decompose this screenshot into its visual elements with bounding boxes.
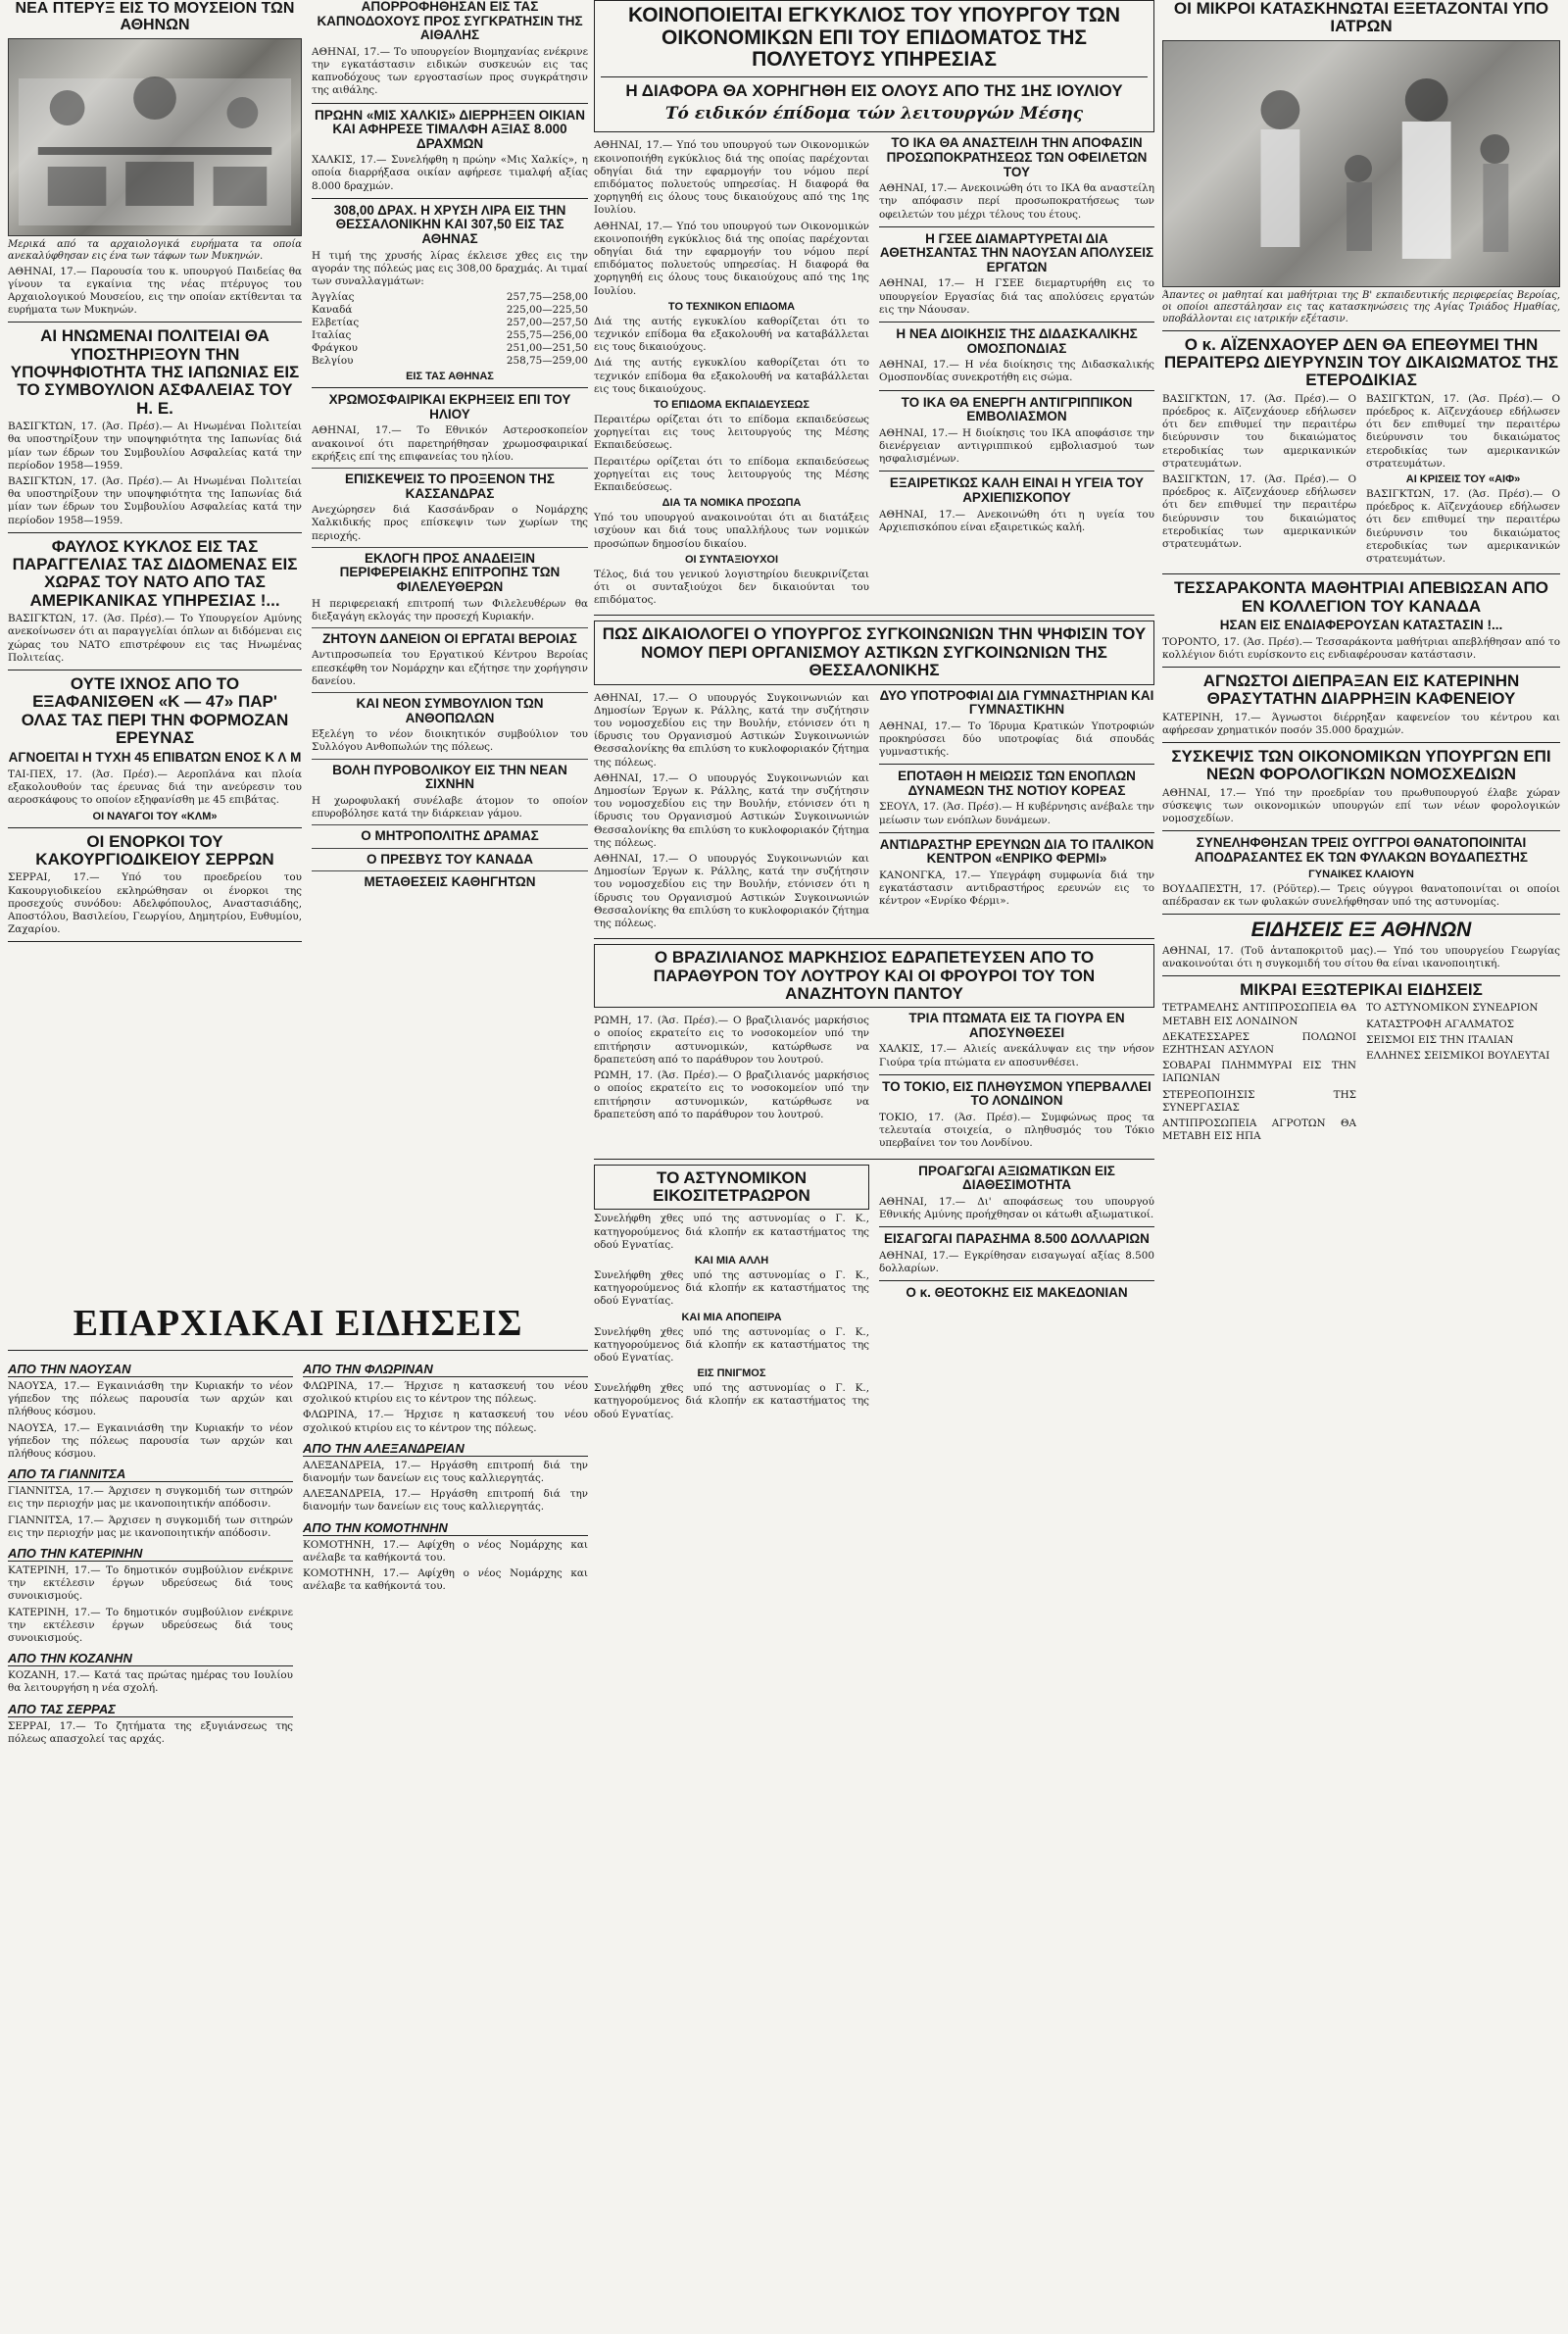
fermi-headline: ΑΝΤΙΔΡΑΣΤΗΡ ΕΡΕΥΝΩΝ ΔΙΑ ΤΟ ΙΤΑΛΙΚΟΝ ΚΕΝΤΡΟΝ «ΕΝΡΙΚΟ ΦΕΡΜΙ» — [879, 836, 1154, 867]
foreign-headline: ΜΙΚΡΑΙ ΕΞΩΤΕΡΙΚΑΙ ΕΙΔΗΣΕΙΣ — [1240, 980, 1483, 1000]
provincial-left — [8, 1356, 293, 1749]
hungary-body: ΒΟΥΔΑΠΕΣΤΗ, 17. (Ρόϋτερ).— Τρεις ούγγροι θανατοποινίται οι οποίοι απέδρασαν εκ των φυλακών συνελήφθησαν υπό της αστυνομίας. — [1162, 882, 1560, 908]
technical-body: Διά της αυτής εγκυκλίου καθορίζεται ότι το τεχνικόν επίδομα θα εξακολουθή να καταβάλλεται εις τους δικαιούχους. — [594, 357, 869, 395]
transfers-headline: ΜΕΤΑΘΕΣΕΙΣ ΚΑΘΗΓΗΤΩΝ — [364, 874, 536, 890]
section-text: ΝΑΟΥΣΑ, 17.— Εγκαινιάσθη την Κυριακήν το νέον γήπεδον της πόλεως παρουσία των αρχών και πλήθους κόσμου. — [8, 1421, 293, 1461]
transport-story — [594, 621, 1154, 684]
klm-label: ΟΙ ΝΑΥΑΓΟΙ ΤΟΥ «ΚΛΜ» — [92, 810, 218, 822]
section-text: ΚΟΜΟΤΗΝΗ, 17.— Αφίχθη ο νέος Νομάρχης και ανέλαβε τα καθήκοντά του. — [303, 1567, 588, 1593]
fermi-body: ΚΑΝΟΝΓΚΑ, 17.— Υπεγράφη συμφωνία διά την εγκατάστασιν αντιδραστήρος ερευνών εις το κέντρον «Ενρίκο Φέρμι». — [879, 869, 1154, 908]
center-right — [879, 136, 1154, 610]
center-column — [594, 0, 1154, 1424]
technical-body: Διά της αυτής εγκυκλίου καθορίζεται ότι το τεχνικόν επίδομα θα εξακολουθή να καταβάλλεται εις τους δικαιούχους. — [594, 315, 869, 354]
foreign-item: ΔΕΚΑΤΕΣΣΑΡΕΣ ΠΟΛΩΝΟΙ ΕΖΗΤΗΣΑΝ ΑΣΥΛΟΝ — [1162, 1030, 1356, 1056]
nato-headline: ΦΑΥΛΟΣ ΚΥΚΛΟΣ ΕΙΣ ΤΑΣ ΠΑΡΑΓΓΕΛΙΑΣ ΤΑΣ ΔΙΔΟΜΕΝΑΣ ΕΙΣ ΧΩΡΑΣ ΤΟΥ ΝΑΤΟ ΑΠΟ ΤΑΣ ΑΜΕΡΙΚΑΝΙΚΑΣ ΥΠΗΡΕΣΙΑΣ !... — [12, 536, 298, 610]
sun-headline: ΧΡΩΜΟΣΦΑΙΡΙΚΑΙ ΕΚΡΗΞΕΙΣ ΕΠΙ ΤΟΥ ΗΛΙΟΥ — [328, 392, 571, 422]
legal-body: Υπό του υπουργού ανακοινούται ότι αι διατάξεις ισχύουν και διά τους υπαλλήλους των νομικών προσώπων δημοσίου δικαίου. — [594, 512, 869, 550]
theotokis-headline: Ο κ. ΘΕΟΤΟΚΗΣ ΕΙΣ ΜΑΚΕΔΟΝΙΑΝ — [906, 1285, 1128, 1301]
provincial-section — [303, 1441, 588, 1515]
foreign-item: ΣΤΕΡΕΟΠΟΙΗΣΙΣ ΤΗΣ ΣΥΝΕΡΓΑΣΙΑΣ — [1162, 1088, 1356, 1114]
foreign-item: ΣΟΒΑΡΑΙ ΠΛΗΜΜΥΡΑΙ ΕΙΣ ΤΗΝ ΙΑΠΩΝΙΑΝ — [1162, 1060, 1356, 1085]
column-2 — [312, 0, 588, 1284]
section-text: ΑΛΕΞΑΝΔΡΕΙΑ, 17.— Ηργάσθη επιτροπή διά την διανομήν των δανείων εις τους καλλιεργητάς. — [303, 1488, 588, 1514]
foreign-item: ΤΕΤΡΑΜΕΛΗΣ ΑΝΤΙΠΡΟΣΩΠΕΙΑ ΘΑ ΜΕΤΑΒΗ ΕΙΣ ΛΟΝΔΙΝΟΝ — [1162, 1002, 1356, 1027]
provincial-section — [8, 1651, 293, 1695]
section-label: ΑΠΟ ΤΑΣ ΣΕΡΡΑΣ — [8, 1702, 293, 1717]
section-text: ΚΑΤΕΡΙΝΗ, 17.— Το δημοτικόν συμβούλιον ενέκρινε την εκτέλεσιν έργων υδρεύσεως διά τους συνοικισμούς. — [8, 1564, 293, 1603]
elections-body: Η περιφερειακή επιτροπή των Φιλελευθέρων θα διεξαγάγη εκλογάς την προσεχή Κυριακήν. — [312, 597, 588, 622]
provincial-section — [8, 1466, 293, 1540]
foreign-item: ΚΑΤΑΣΤΡΟΦΗ ΑΓΑΛΜΑΤΟΣ — [1366, 1018, 1515, 1030]
kassandra-body: Ανεχώρησεν διά Κασσάνδραν ο Νομάρχης Χαλκιδικής προς επίσκεψιν των χωρίων της περιοχής. — [312, 504, 588, 542]
rate-row: Ιταλίας 255,75—256,00 — [312, 329, 588, 342]
section-label: ΑΠΟ ΤΗΝ ΝΑΟΥΣΑΝ — [8, 1362, 293, 1377]
rate-row: Ελβετίας 257,00—257,50 — [312, 317, 588, 329]
athens-headline: ΕΙΔΗΣΕΙΣ ΕΞ ΑΘΗΝΩΝ — [1250, 918, 1472, 941]
polio-body: ΑΘΗΝΑΙ, 17.— Η διοίκησις του ΙΚΑ αποφάσισε την διενέργειαν αντιγριππικού εμβολιασμού των ησφαλισμένων. — [879, 426, 1154, 466]
katerini-headline: ΑΓΝΩΣΤΟΙ ΔΙΕΠΡΑΞΑΝ ΕΙΣ ΚΑΤΕΡΙΝΗΝ ΘΡΑΣΥΤΑΤΗΝ ΔΙΑΡΡΗΞΙΝ ΚΑΦΕΝΕΙΟΥ — [1202, 670, 1520, 709]
eisenhower-headline: Ο κ. ΑΪΖΕΝΧΑΟΥΕΡ ΔΕΝ ΘΑ ΕΠΕΘΥΜΕΙ ΤΗΝ ΠΕΡΑΙΤΕΡΩ ΔΙΕΥΡΥΝΣΙΝ ΤΟΥ ΔΙΚΑΙΩΜΑΤΟΣ ΤΗΣ ΕΤΕΡΟΔΙΚΙΑΣ — [1163, 334, 1559, 390]
officers-body: ΑΘΗΝΑΙ, 17.— Δι' αποφάσεως του υπουργού Εθνικής Αμύνης προήχθησαν οι κάτωθι αξιωματικοί. — [879, 1195, 1154, 1220]
teachers-body: ΑΘΗΝΑΙ, 17.— Η νέα διοίκησις της Διδασκαλικής Ομοσπονδίας συνεκροτήθη εις σώμα. — [879, 359, 1154, 384]
veria-body: Αντιπροσωπεία του Εργατικού Κέντρου Βεροίας επεσκέφθη τον Νομάρχην και εζήτησε την χορήγησιν δανείου. — [312, 649, 588, 687]
section-text: ΓΙΑΝΝΙΤΣΑ, 17.— Άρχισεν η συγκομιδή των σιτηρών εις την περιοχήν μας με ικανοποιητικήν απόδοσιν. — [8, 1485, 293, 1511]
serres-headline: ΟΙ ΕΝΟΡΚΟΙ ΤΟΥ ΚΑΚΟΥΡΓΙΟΔΙΚΕΙΟΥ ΣΕΡΡΩΝ — [35, 831, 274, 869]
police-body: Συνελήφθη χθες υπό της αστυνομίας ο Γ. Κ., κατηγορούμενος διά κλοπήν εκ καταστήματος της οδού Εγνατίας. — [594, 1325, 869, 1364]
eisenhower-label: ΑΙ ΚΡΙΣΕΙΣ ΤΟΥ «ΑΙΦ» — [1405, 473, 1521, 486]
foreign-item: ΣΕΙΣΜΟΙ ΕΙΣ ΤΗΝ ΙΤΑΛΙΑΝ — [1366, 1033, 1514, 1046]
transport-right — [879, 689, 1154, 934]
education-body: Περαιτέρω ορίζεται ότι το επίδομα εκπαιδεύσεως χορηγείται εις τους λειτουργούς της Μέσης Εκπαιδεύσεως. — [594, 414, 869, 452]
section-label: ΑΠΟ ΤΗΝ ΚΟΖΑΝΗΝ — [8, 1651, 293, 1666]
ministers-headline: ΣΥΣΚΕΨΙΣ ΤΩΝ ΟΙΚΟΝΟΜΙΚΩΝ ΥΠΟΥΡΓΩΝ ΕΠΙ ΝΕΩΝ ΦΟΡΟΛΟΓΙΚΩΝ ΝΟΜΟΣΧΕΔΙΩΝ — [1171, 747, 1551, 784]
hungary-headline: ΣΥΝΕΛΗΦΘΗΣΑΝ ΤΡΕΙΣ ΟΥΓΓΡΟΙ ΘΑΝΑΤΟΠΟΙΝΙΤΑΙ ΑΠΟΔΡΑΣΑΝΤΕΣ ΕΚ ΤΩΝ ΦΥΛΑΚΩΝ ΒΟΥΔΑΠΕΣΤΗΣ — [1195, 835, 1528, 865]
serres-body: ΣΕΡΡΑΙ, 17.— Υπό του προεδρείου του Κακουργιοδικείου εκληρώθησαν οι ένορκοι της προσεχούς συνόδου: Αδελφόπουλος, Αναστασιάδης, Αποστόλου, Βασιλείου, Γεωργίου, Δημητρίου, Ευθυμίου, Ζαχαρίου. — [8, 871, 302, 936]
provincial-section — [8, 1702, 293, 1746]
consul-headline: Ο ΠΡΕΣΒΥΣ ΤΟΥ ΚΑΝΑΔΑ — [366, 851, 534, 867]
klm-body: ΤΑΙ-ΠΕΧ, 17. (Άσ. Πρέσ).— Αεροπλάνα και πλοία εξακολουθούν τας έρευνας διά την ανεύρεσιν του αεροσκάφους το οποίον εξηφανίσθη με 45 επιβάτας. — [8, 769, 302, 807]
dollars-headline: ΕΙΣΑΓΩΓΑΙ ΠΑΡΑΣΗΜΑ 8.500 ΔΟΛΛΑΡΙΩΝ — [884, 1231, 1150, 1247]
provincial-section — [8, 1362, 293, 1461]
transport-left — [594, 689, 869, 934]
main-story — [594, 0, 1154, 132]
tobacco-body: ΑΘΗΝΑΙ, 17.— Το υπουργείον Βιομηχανίας ενέκρινε την εγκατάστασιν ειδικών συσκευών εις τας καπνοδόχους των εργοστασίων προς συγκράτησιν της αιθάλης. — [312, 45, 588, 97]
ika-body: ΑΘΗΝΑΙ, 17.— Ανεκοινώθη ότι το ΙΚΑ θα αναστείλη την απόφασιν περί προσωποκρατήσεως των οφειλετών του μέχρι τέλους του έτους. — [879, 182, 1154, 221]
shooting-body: Η χωροφυλακή συνέλαβε άτομον το οποίον επυροβόλησε κατά την διάρκειαν γάμου. — [312, 794, 588, 820]
katerini-body: ΚΑΤΕΡΙΝΗ, 17.— Άγνωστοι διέρρηξαν καφενείον του κέντρου και αφήρεσαν χρηματικόν ποσόν 35.000 δραχμών. — [1162, 711, 1560, 736]
main-body: ΑΘΗΝΑΙ, 17.— Υπό του υπουργού των Οικονομικών εκοινοποιήθη εγκύκλιος διά της οποίας παρέχονται οδηγίαι διά την εφαρμογήν του νόμου περί επιδόματος πολυετούς υπηρεσίας. Η διαφορά θα χορηγηθή εις όλους τους δικαιούχους από της 1ης Ιουλίου. — [594, 139, 869, 217]
korea-headline: ΕΠΟΤΑΘΗ Η ΜΕΙΩΣΙΣ ΤΩΝ ΕΝΟΠΛΩΝ ΔΥΝΑΜΕΩΝ ΤΗΣ ΝΟΤΙΟΥ ΚΟΡΕΑΣ — [898, 769, 1136, 798]
police-body: Συνελήφθη χθες υπό της αστυνομίας ο Γ. Κ., κατηγορούμενος διά κλοπήν εκ καταστήματος της οδού Εγνατίας. — [594, 1213, 869, 1251]
rate-row: Άγγλίας 257,75—258,00 — [312, 291, 588, 304]
main-body: ΑΘΗΝΑΙ, 17.— Υπό του υπουργού των Οικονομικών εκοινοποιήθη εγκύκλιος διά της οποίας παρέχονται οδηγίαι διά την εφαρμογήν του νόμου περί επιδόματος πολυετούς υπηρεσίας. Η διαφορά θα χορηγηθή εις όλους τους δικαιούχους από της 1ης Ιουλίου. — [594, 220, 869, 297]
museum-photo — [8, 38, 302, 236]
eisenhower-body: ΒΑΣΙΓΚΤΩΝ, 17. (Άσ. Πρέσ).— Ο πρόεδρος κ. Αϊζενχάουερ εδήλωσεν ότι δεν επιθυμεί την περαιτέρω διεύρυνσιν του δικαιώματος ετεροδικίας των αμερικανικών στρατευμάτων. — [1366, 488, 1560, 566]
police-headline: ΤΟ ΑΣΤΥΝΟΜΙΚΟΝ ΕΙΚΟΣΙΤΕΤΡΑΩΡΟΝ — [653, 1167, 810, 1205]
police-label: ΚΑΙ ΜΙΑ ΑΠΟΠΕΙΡΑ — [681, 1311, 782, 1323]
elections-headline: ΕΚΛΟΓΗ ΠΡΟΣ ΑΝΑΔΕΙΞΙΝ ΠΕΡΙΦΕΡΕΙΑΚΗΣ ΕΠΙΤΡΟΠΗΣ ΤΩΝ ΦΙΛΕΛΕΥΘΕΡΩΝ — [339, 550, 561, 594]
technical-label: ΤΟ ΤΕΧΝΙΚΟΝ ΕΠΙΔΟΜΑ — [667, 300, 796, 313]
foreign-item: ΑΝΤΙΠΡΟΣΩΠΕΙΑ ΑΓΡΟΤΩΝ ΘΑ ΜΕΤΑΒΗ ΕΙΣ ΗΠΑ — [1162, 1117, 1356, 1143]
doctors-headline: ΟΙ ΜΙΚΡΟΙ ΚΑΤΑΣΚΗΝΩΤΑΙ ΕΞΕΤΑΖΟΝΤΑΙ ΥΠΟ ΙΑΤΡΩΝ — [1173, 0, 1549, 36]
teachers-headline: Η ΝΕΑ ΔΙΟΙΚΗΣΙΣ ΤΗΣ ΔΙΔΑΣΚΑΛΙΚΗΣ ΟΜΟΣΠΟΝΔΙΑΣ — [896, 326, 1138, 356]
japan-body: ΒΑΣΙΓΚΤΩΝ, 17. (Άσ. Πρέσ).— Αι Ηνωμέναι Πολιτείαι θα υποστηρίξουν την υποψηφιότητα της Ιαπωνίας διά μίαν των έδρων του Συμβουλίου Ασφαλείας κατά την περίοδον 1958—1959. — [8, 421, 302, 472]
scholarships-body: ΑΘΗΝΑΙ, 17.— Το Ίδρυμα Κρατικών Υποτροφιών προκηρύσσει δύο υποτροφίας διά σπουδάς γυμναστικής. — [879, 720, 1154, 759]
police-label: ΚΑΙ ΜΙΑ ΑΛΛΗ — [694, 1254, 769, 1266]
transport-body: ΑΘΗΝΑΙ, 17.— Ο υπουργός Συγκοινωνιών και Δημοσίων Έργων κ. Ράλλης, κατά την συζήτησιν του νομοσχεδίου εις την Βουλήν, ετόνισεν ότι η ίδρυσις του Οργανισμού Αστικών Συγκοινωνιών Θεσσαλονίκης θα επιλύση το κυκλοφοριακόν ζήτημα της πόλεως. — [594, 852, 869, 929]
transport-body: ΑΘΗΝΑΙ, 17.— Ο υπουργός Συγκοινωνιών και Δημοσίων Έργων κ. Ράλλης, κατά την συζήτησιν του νομοσχεδίου εις την Βουλήν, ετόνισεν ότι η ίδρυσις του Οργανισμού Αστικών Συγκοινωνιών Θεσσαλονίκης θα επιλύση το κυκλοφοριακόν ζήτημα της πόλεως. — [594, 691, 869, 769]
klm-headline: ΟΥΤΕ ΙΧΝΟΣ ΑΠΟ ΤΟ ΕΞΑΦΑΝΙΣΘΕΝ «Κ — 47» ΠΑΡ' ΟΛΑΣ ΤΑΣ ΠΕΡΙ ΤΗΝ ΦΟΡΜΟΖΑΝ ΕΡΕΥΝΑΣ — [21, 674, 289, 748]
provincial-section — [303, 1362, 588, 1435]
gsee-headline: Η ΓΣΕΕ ΔΙΑΜΑΡΤΥΡΕΤΑΙ ΔΙΑ ΑΘΕΤΗΣΑΝΤΑΣ ΤΗΝ ΝΑΟΥΣΑΝ ΑΠΟΛΥΣΕΙΣ ΕΡΓΑΤΩΝ — [879, 230, 1154, 274]
police-label: ΕΙΣ ΠΝΙΓΜΟΣ — [697, 1367, 766, 1380]
dollars-body: ΑΘΗΝΑΙ, 17.— Εγκρίθησαν εισαγωγαί αξίας 8.500 δολλαρίων. — [879, 1249, 1154, 1274]
section-label: ΑΠΟ ΤΗΝ ΚΟΜΟΤΗΝΗΝ — [303, 1520, 588, 1536]
shooting-headline: ΒΟΛΗ ΠΥΡΟΒΟΛΙΚΟΥ ΕΙΣ ΤΗΝ ΝΕΑΝ ΣΙΧΝΗΝ — [332, 762, 567, 792]
archbishop-body: ΑΘΗΝΑΙ, 17.— Ανεκοινώθη ότι η υγεία του Αρχιεπισκόπου είναι εξαιρετικώς καλή. — [879, 508, 1154, 533]
transport-body: ΑΘΗΝΑΙ, 17.— Ο υπουργός Συγκοινωνιών και Δημοσίων Έργων κ. Ράλλης, κατά την συζήτησιν του νομοσχεδίου εις την Βουλήν, ετόνισεν ότι η ίδρυσις του Οργανισμού Αστικών Συγκοινωνιών Θεσσαλονίκης θα επιλύση το κυκλοφοριακόν ζήτημα της πόλεως. — [594, 771, 869, 849]
center-bottom-right — [879, 1165, 1154, 1424]
foreign-item: ΕΛΛΗΝΕΣ ΣΕΙΣΜΙΚΟΙ ΒΟΥΛΕΥΤΑΙ — [1366, 1050, 1550, 1062]
nato-body: ΒΑΣΙΓΚΤΩΝ, 17. (Άσ. Πρέσ).— Το Υπουργείον Αμύνης ανεκοίνωσεν ότι αι παραγγελίαι όπλων αι διδόμεναι εις χώρας του ΝΑΤΟ επιστρέφουν εις τας Ηνωμένας Πολιτείας. — [8, 613, 302, 664]
chalkis-body: ΧΑΛΚΙΣ, 17.— Συνελήφθη η πρώην «Μις Χαλκίς», η οποία διαρρήξασα οικίαν αφήρεσε τιμαλφή αξίας 8.000 δραχμών. — [312, 154, 588, 192]
section-text: ΚΟΖΑΝΗ, 17.— Κατά τας πρώτας ημέρας του Ιουλίου θα λειτουργήση η νέα σχολή. — [8, 1669, 293, 1695]
police-body: Συνελήφθη χθες υπό της αστυνομίας ο Γ. Κ., κατηγορούμενος διά κλοπήν εκ καταστήματος της οδού Εγνατίας. — [594, 1382, 869, 1420]
main-italic-sub: Τό ειδικόν έπίδομα τών λειτουργών Μέσης — [664, 104, 1084, 124]
athens-body: ΑΘΗΝΑΙ, 17. (Τοῦ ἀνταποκριτοῦ μας).— Υπό του υπουργείου Γεωργίας ανακοινούται ότι η συγκομιδή του σίτου θα είναι ικανοποιητική. — [1162, 944, 1560, 969]
tokyo-body: ΤΟΚΙΟ, 17. (Άσ. Πρέσ).— Συμφώνως προς τα τελευταία στοιχεία, ο πληθυσμός του Τόκιο υπερβαίνει τον του Λονδίνου. — [879, 1112, 1154, 1150]
section-text: ΦΛΩΡΙΝΑ, 17.— Ήρχισε η κατασκευή του νέου σχολικού κτιρίου εις το κέντρον της πόλεως. — [303, 1409, 588, 1434]
chalkis-headline: ΠΡΩΗΝ «ΜΙΣ ΧΑΛΚΙΣ» ΔΙΕΡΡΗΞΕΝ ΟΙΚΙΑΝ ΚΑΙ ΑΦΗΡΕΣΕ ΤΙΜΑΛΦΗ ΑΞΙΑΣ 8.000 ΔΡΑΧΜΩΝ — [315, 107, 585, 151]
doctors-photo — [1162, 40, 1560, 287]
column-5 — [1162, 0, 1560, 2334]
section-text: ΓΙΑΝΝΙΤΣΑ, 17.— Άρχισεν η συγκομιδή των σιτηρών εις την περιοχήν μας με ικανοποιητικήν απόδοσιν. — [8, 1514, 293, 1539]
union-body: Εξελέγη το νέον διοικητικόν συμβούλιον του Συλλόγου Ανθοπωλών της πόλεως. — [312, 728, 588, 754]
kassandra-headline: ΕΠΙΣΚΕΨΕΙΣ ΤΟ ΠΡΟΞΕΝΟΝ ΤΗΣ ΚΑΣΣΑΝΔΡΑΣ — [345, 472, 555, 501]
police-story — [594, 1165, 869, 1424]
rate-row: Καναδά 225,00—225,50 — [312, 304, 588, 317]
ministers-body: ΑΘΗΝΑΙ, 17.— Υπό την προεδρίαν του πρωθυπουργού έλαβε χώραν σύσκεψις των οικονομικών υπουργών επί των νέων φορολογικών νομοσχεδίων. — [1162, 786, 1560, 825]
doctors-caption: Άπαντες οι μαθηταί και μαθήτριαι της Β' εκπαιδευτικής περιφερείας Βεροίας, οι οποίοι απεστάλησαν εις τας κατασκηνώσεις της Αγίας Τριάδος Ημαθίας, υποβάλλονται εις ιατρικήν εξέτασιν. — [1162, 289, 1560, 324]
main-body-left — [594, 136, 869, 610]
museum-headline: ΝΕΑ ΠΤΕΡΥΞ ΕΙΣ ΤΟ ΜΟΥΣΕΙΟΝ ΤΩΝ ΑΘΗΝΩΝ — [15, 0, 295, 34]
provincial-right — [303, 1356, 588, 1749]
canada-body: ΤΟΡΟΝΤΟ, 17. (Άσ. Πρέσ).— Τεσσαράκοντα μαθήτριαι απεβλήθησαν από το κολλέγιον διότι ευρίσκοντο εις ενδιαφέρουσαν κατάστασιν. — [1162, 635, 1560, 661]
japan-body-continued: ΒΑΣΙΓΚΤΩΝ, 17. (Άσ. Πρέσ).— Αι Ηνωμέναι Πολιτείαι θα υποστηρίξουν την υποψηφιότητα της Ιαπωνίας διά μίαν των έδρων του Συμβουλίου Ασφαλείας κατά την περίοδον 1958—1959. — [8, 474, 302, 526]
section-text: ΑΛΕΞΑΝΔΡΕΙΑ, 17.— Ηργάσθη επιτροπή διά την διανομήν των δανείων εις τους καλλιεργητάς. — [303, 1459, 588, 1485]
rate-row: Φράγκου 251,00—251,50 — [312, 342, 588, 355]
section-text: ΝΑΟΥΣΑ, 17.— Εγκαινιάσθη την Κυριακήν το νέον γήπεδον της πόλεως παρουσία των αρχών και πλήθους κόσμου. — [8, 1380, 293, 1418]
column-1 — [8, 0, 302, 947]
polio-headline: ΤΟ ΙΚΑ ΘΑ ΕΝΕΡΓΗ ΑΝΤΙΓΡΙΠΠΙΚΟΝ ΕΜΒΟΛΙΑΣΜΟΝ — [901, 394, 1133, 424]
athens-gold-label: ΕΙΣ ΤΑΣ ΑΘΗΝΑΣ — [406, 371, 494, 383]
transport-headline: ΠΩΣ ΔΙΚΑΙΟΛΟΓΕΙ Ο ΥΠΟΥΡΓΟΣ ΣΥΓΚΟΙΝΩΝΙΩΝ ΤΗΝ ΨΗΦΙΣΙΝ ΤΟΥ ΝΟΜΟΥ ΠΕΡΙ ΟΡΓΑΝΙΣΜΟΥ ΑΣΤΙΚΩΝ ΣΥΓΚΟΙΝΩΝΙΩΝ ΤΗΣ ΘΕΣΣΑΛΟΝΙΚΗΣ — [602, 624, 1147, 680]
section-label: ΑΠΟ ΤΗΝ ΚΑΤΕΡΙΝΗΝ — [8, 1546, 293, 1562]
scholarships-headline: ΔΥΟ ΥΠΟΤΡΟΦΙΑΙ ΔΙΑ ΓΥΜΝΑΣΤΗΡΙΑΝ ΚΑΙ ΓΥΜΝΑΣΤΙΚΗΝ — [879, 687, 1154, 718]
section-text: ΚΟΜΟΤΗΝΗ, 17.— Αφίχθη ο νέος Νομάρχης και ανέλαβε τα καθήκοντά του. — [303, 1538, 588, 1564]
eisenhower-body: ΒΑΣΙΓΚΤΩΝ, 17. (Άσ. Πρέσ).— Ο πρόεδρος κ. Αϊζενχάουερ εδήλωσεν ότι δεν επιθυμεί την περαιτέρω διεύρυνσιν του δικαιώματος ετεροδικίας των αμερικανικών στρατευμάτων. — [1162, 392, 1356, 470]
conclusion-label: ΟΙ ΣΥΝΤΑΞΙΟΥΧΟΙ — [684, 553, 779, 566]
tobacco-headline: ΑΠΟΡΡΟΦΗΘΗΣΑΝ ΕΙΣ ΤΑΣ ΚΑΠΝΟΔΟΧΟΥΣ ΠΡΟΣ ΣΥΓΚΡΑΤΗΣΙΝ ΤΗΣ ΑΙΘΑΛΗΣ — [317, 0, 583, 43]
eisenhower-body: ΒΑΣΙΓΚΤΩΝ, 17. (Άσ. Πρέσ).— Ο πρόεδρος κ. Αϊζενχάουερ εδήλωσεν ότι δεν επιθυμεί την περαιτέρω διεύρυνσιν του δικαιώματος ετεροδικίας των αμερικανικών στρατευμάτων. — [1366, 392, 1560, 470]
sun-body: ΑΘΗΝΑΙ, 17.— Το Εθνικόν Αστεροσκοπείον ανακοινοί ότι παρετηρήθησαν χρωμοσφαιρικαί εκρήξεις επί της επιφανείας του ηλίου. — [312, 424, 588, 463]
section-text: ΦΛΩΡΙΝΑ, 17.— Ήρχισε η κατασκευή του νέου σχολικού κτιρίου εις το κέντρον της πόλεως. — [303, 1380, 588, 1406]
section-text: ΣΕΡΡΑΙ, 17.— Το ζητήματα της εξυγιάνσεως της πόλεως απασχολεί τας αρχάς. — [8, 1719, 293, 1745]
gold-body: Η τιμή της χρυσής λίρας έκλεισε χθες εις την αγοράν της πόλεώς μας εις 308,00 δραχμάς. Αι τιμαί των συναλλαγμάτων: — [312, 249, 588, 288]
provincial-title: ΕΠΑΡΧΙΑΚΑΙ ΕΙΔΗΣΕΙΣ — [73, 1303, 523, 1344]
japan-headline: ΑΙ ΗΝΩΜΕΝΑΙ ΠΟΛΙΤΕΙΑΙ ΘΑ ΥΠΟΣΤΗΡΙΞΟΥΝ ΤΗΝ ΥΠΟΨΗΦΙΟΤΗΤΑ ΤΗΣ ΙΑΠΩΝΙΑΣ ΕΙΣ ΤΟ ΣΥΜΒΟΥΛΙΟΝ ΑΣΦΑΛΕΙΑΣ ΤΟΥ Η. Ε. — [10, 326, 300, 418]
main-subheadline: Η ΔΙΑΦΟΡΑ ΘΑ ΧΟΡΗΓΗΘΗ ΕΙΣ ΟΛΟΥΣ ΑΠΟ ΤΗΣ 1ΗΣ ΙΟΥΛΙΟΥ — [625, 81, 1123, 101]
rate-row: Βελγίου 258,75—259,00 — [312, 355, 588, 368]
bodies-headline: ΤΡΙΑ ΠΤΩΜΑΤΑ ΕΙΣ ΤΑ ΓΙΟΥΡΑ ΕΝ ΑΠΟΣΥΝΘΕΣΕΙ — [908, 1011, 1125, 1040]
canada-headline: ΤΕΣΣΑΡΑΚΟΝΤΑ ΜΑΘΗΤΡΙΑΙ ΑΠΕΒΙΩΣΑΝ ΑΠΟ ΕΝ ΚΟΛΛΕΓΙΟΝ ΤΟΥ ΚΑΝΑΔΑ — [1173, 578, 1549, 616]
education-body: Περαιτέρω ορίζεται ότι το επίδομα εκπαιδεύσεως χορηγείται εις τους λειτουργούς της Μέσης Εκπαιδεύσεως. — [594, 455, 869, 494]
hungary-label: ΓΥΝΑΙΚΕΣ ΚΛΑΙΟΥΝ — [1308, 868, 1414, 880]
korea-body: ΣΕΟΥΛ, 17. (Άσ. Πρέσ).— Η κυβέρνησις ανέβαλε την μείωσιν των ενόπλων δυνάμεων. — [879, 801, 1154, 826]
section-label: ΑΠΟ ΤΗΝ ΑΛΕΞΑΝΔΡΕΙΑΝ — [303, 1441, 588, 1457]
veria-headline: ΖΗΤΟΥΝ ΔΑΝΕΙΟΝ ΟΙ ΕΡΓΑΤΑΙ ΒΕΡΟΙΑΣ — [322, 630, 577, 646]
gold-headline: 308,00 ΔΡΑΧ. Η ΧΡΥΣΗ ΛΙΡΑ ΕΙΣ ΤΗΝ ΘΕΣΣΑΛΟΝΙΚΗΝ ΚΑΙ 307,50 ΕΙΣ ΤΑΣ ΑΘΗΝΑΣ — [333, 202, 566, 247]
canada-subheadline: ΗΣΑΝ ΕΙΣ ΕΝΔΙΑΦΕΡΟΥΣΑΝ ΚΑΤΑΣΤΑΣΙΝ !... — [1219, 617, 1503, 632]
rates-table — [312, 291, 588, 368]
officers-headline: ΠΡΟΑΓΩΓΑΙ ΑΞΙΩΜΑΤΙΚΩΝ ΕΙΣ ΔΙΑΘΕΣΙΜΟΤΗΤΑ — [918, 1163, 1115, 1193]
archbishop-headline: ΕΞΑΙΡΕΤΙΚΩΣ ΚΑΛΗ ΕΙΝΑΙ Η ΥΓΕΙΑ ΤΟΥ ΑΡΧΙΕΠΙΣΚΟΠΟΥ — [889, 475, 1145, 505]
section-text: ΚΑΤΕΡΙΝΗ, 17.— Το δημοτικόν συμβούλιον ενέκρινε την εκτέλεσιν έργων υδρεύσεως διά τους συνοικισμούς. — [8, 1606, 293, 1645]
brazil-body: ΡΩΜΗ, 17. (Άσ. Πρέσ).— Ο βραζιλιανός μαρκήσιος ο οποίος εκρατείτο εις το νοσοκομείον υπό την επιτήρησιν αστυνομικών, κατώρθωσε να δραπετεύση από το παράθυρον του λουτρού. — [594, 1015, 869, 1066]
provincial-news — [8, 1294, 588, 1749]
brazil-story — [594, 944, 1154, 1008]
provincial-section — [8, 1546, 293, 1645]
conclusion-body: Τέλος, διά του γενικού λογιστηρίου διευκρινίζεται ότι οι συνταξιούχοι δεν δικαιούνται του επιδόματος. — [594, 568, 869, 607]
brazil-right — [879, 1012, 1154, 1153]
education-label: ΤΟ ΕΠΙΔΟΜΑ ΕΚΠΑΙΔΕΥΣΕΩΣ — [654, 399, 809, 412]
provincial-section — [303, 1520, 588, 1594]
museum-body: ΑΘΗΝΑΙ, 17.— Παρουσία του κ. υπουργού Παιδείας θα γίνουν τα εγκαίνια της νέας πτέρυγος του Αρχαιολογικού Μουσείου, εις την οποίαν εκτίθενται τα ευρήματα των Μυκηνών. — [8, 265, 302, 317]
brazil-headline: Ο ΒΡΑΖΙΛΙΑΝΟΣ ΜΑΡΚΗΣΙΟΣ ΕΔΡΑΠΕΤΕΥΣΕΝ ΑΠΟ ΤΟ ΠΑΡΑΘΥΡΟΝ ΤΟΥ ΛΟΥΤΡΟΥ ΚΑΙ ΟΙ ΦΡΟΥΡΟΙ ΤΟΥ ΤΟΝ ΑΝΑΖΗΤΟΥΝ ΠΑΝΤΟΥ — [653, 948, 1096, 1003]
brazil-body: ΡΩΜΗ, 17. (Άσ. Πρέσ).— Ο βραζιλιανός μαρκήσιος ο οποίος εκρατείτο εις το νοσοκομείον υπό την επιτήρησιν αστυνομικών, κατώρθωσε να δραπετεύση από το παράθυρον του λουτρού. — [594, 1069, 869, 1120]
tokyo-headline: ΤΟ ΤΟΚΙΟ, ΕΙΣ ΠΛΗΘΥΣΜΟΝ ΥΠΕΡΒΑΛΛΕΙ ΤΟ ΛΟΝΔΙΝΟΝ — [882, 1078, 1152, 1109]
police-body: Συνελήφθη χθες υπό της αστυνομίας ο Γ. Κ., κατηγορούμενος διά κλοπήν εκ καταστήματος της οδού Εγνατίας. — [594, 1268, 869, 1308]
section-label: ΑΠΟ ΤΑ ΓΙΑΝΝΙΤΣΑ — [8, 1466, 293, 1482]
museum-caption: Μερικά από τα αρχαιολογικά ευρήματα τα οποία ανεκαλύφθησαν εις ένα των τάφων των Μυκηνών. — [8, 238, 302, 262]
brazil-left — [594, 1012, 869, 1153]
bodies-body: ΧΑΛΚΙΣ, 17.— Αλιείς ανεκάλυψαν εις την νήσον Γιούρα τρία πτώματα εν αποσυνθέσει. — [879, 1043, 1154, 1068]
main-headline: ΚΟΙΝΟΠΟΙΕΙΤΑΙ ΕΓΚΥΚΛΙΟΣ ΤΟΥ ΥΠΟΥΡΓΟΥ ΤΩΝ ΟΙΚΟΝΟΜΙΚΩΝ ΕΠΙ ΤΟΥ ΕΠΙΔΟΜΑΤΟΣ ΤΗΣ ΠΟΛΥΕΤΟΥΣ ΥΠΗΡΕΣΙΑΣ — [628, 4, 1120, 72]
legal-label: ΔΙΑ ΤΑ ΝΟΜΙΚΑ ΠΡΟΣΩΠΑ — [662, 497, 802, 510]
mitropolitis-headline: Ο ΜΗΤΡΟΠΟΛΙΤΗΣ ΔΡΑΜΑΣ — [361, 828, 539, 844]
foreign-item: ΤΟ ΑΣΤΥΝΟΜΙΚΟΝ ΣΥΝΕΔΡΙΟΝ — [1366, 1002, 1539, 1015]
section-label: ΑΠΟ ΤΗΝ ΦΛΩΡΙΝΑΝ — [303, 1362, 588, 1377]
eisenhower-body: ΒΑΣΙΓΚΤΩΝ, 17. (Άσ. Πρέσ).— Ο πρόεδρος κ. Αϊζενχάουερ εδήλωσεν ότι δεν επιθυμεί την περαιτέρω διεύρυνσιν του δικαιώματος ετεροδικίας των αμερικανικών στρατευμάτων. — [1162, 473, 1356, 551]
gsee-body: ΑΘΗΝΑΙ, 17.— Η ΓΣΕΕ διεμαρτυρήθη εις το υπουργείον Εργασίας διά τας απολύσεις εργατών εις την Νάουσαν. — [879, 277, 1154, 316]
union-headline: ΚΑΙ ΝΕΟΝ ΣΥΜΒΟΥΛΙΟΝ ΤΩΝ ΑΝΘΟΠΩΛΩΝ — [356, 696, 544, 725]
ika-headline: ΤΟ ΙΚΑ ΘΑ ΑΝΑΣΤΕΙΛΗ ΤΗΝ ΑΠΟΦΑΣΙΝ ΠΡΟΣΩΠΟΚΡΑΤΗΣΕΩΣ ΤΩΝ ΟΦΕΙΛΕΤΩΝ ΤΟΥ — [886, 135, 1148, 179]
klm-subheadline: ΑΓΝΟΕΙΤΑΙ Η ΤΥΧΗ 45 ΕΠΙΒΑΤΩΝ ΕΝΟΣ Κ Λ Μ — [8, 750, 302, 766]
